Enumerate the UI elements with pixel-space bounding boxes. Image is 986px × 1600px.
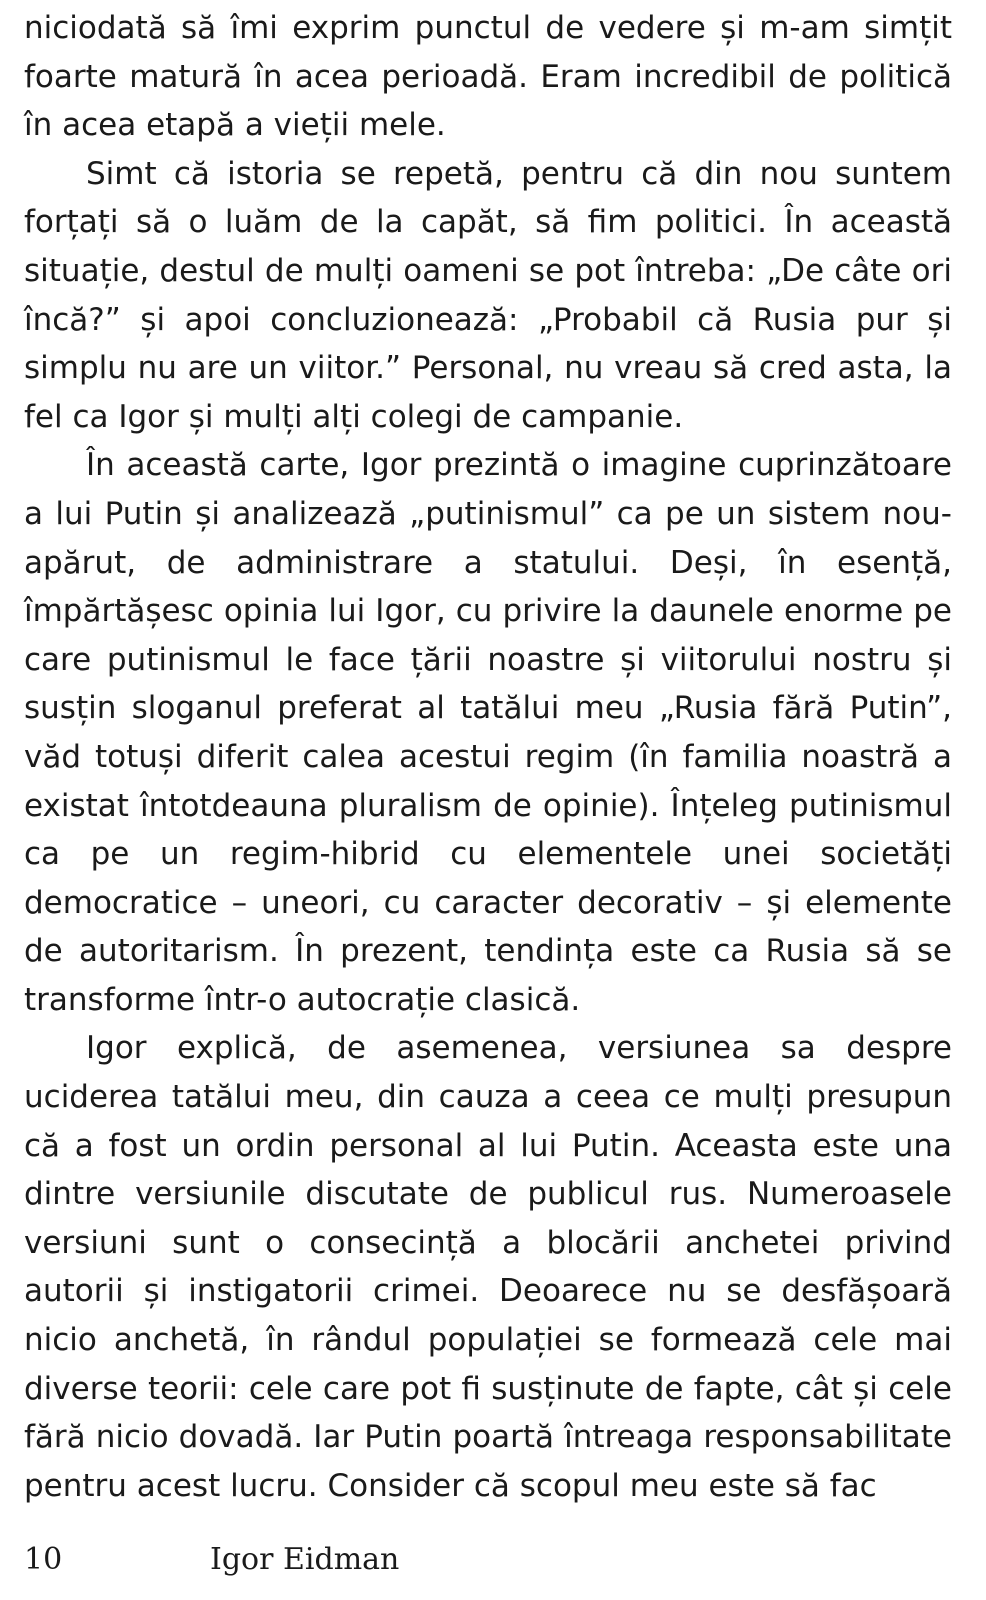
paragraph-murder-version: Igor explică, de asemenea, versiunea sa despre uciderea tatălui meu, din cauza a ceea ce mulți presupun că a fost un ordin personal al lui Putin. Aceasta este una dintre versiunile discutate de publicul rus. Numeroasele versiuni sunt o consecință a blocării anchetei privind autorii și instigatorii crimei. Deoarece nu se desfășoară nicio anchetă, în rândul populației se formează cele mai diverse teorii: cele care pot fi susținute de fapte, cât și cele fără nicio dovadă. Iar Putin poartă întreaga responsabilitate pentru acest lucru. Consider că scopul meu este să fac — [24, 1030, 952, 1504]
body-text — [24, 4, 952, 1510]
paragraph-history-repeats: Simt că istoria se repetă, pentru că din nou suntem forțați să o luăm de la capăt, să fim politici. În această situație, destul de mulți oameni se pot întreba: „De câte ori încă?” și apoi concluzionează: „Probabil că Rusia pur și simplu nu are un viitor.” Personal, nu vreau să cred asta, la fel ca Igor și mulți alți colegi de campanie. — [24, 155, 952, 435]
paragraph-continuation: niciodată să îmi exprim punctul de vedere și m-am simțit foarte matură în acea perioadă. Eram incredibil de politică în acea etapă a vieții mele. — [24, 10, 952, 144]
paragraph-putinism: În această carte, Igor prezintă o imagine cuprinzătoare a lui Putin și analizează „putinismul” ca pe un sistem nou-apărut, de administrare a statului. Deși, în esență, împărtășesc opinia lui Igor, cu privire la daunele enorme pe care putinismul le face țării noastre și viitorului nostru și susțin sloganul preferat al tatălui meu „Rusia fără Putin”, văd totuși diferit calea acestui regim (în familia noastră a existat întotdeauna pluralism de opinie). Înțeleg putinismul ca pe un regim-hibrid cu elementele unei societăți democratice – uneori, cu caracter decorativ – și elemente de autoritarism. În prezent, tendința este ca Rusia să se transforme într-o autocrație clasică. — [24, 447, 952, 1018]
running-author: Igor Eidman — [210, 1542, 400, 1577]
page-number: 10 — [24, 1542, 63, 1577]
